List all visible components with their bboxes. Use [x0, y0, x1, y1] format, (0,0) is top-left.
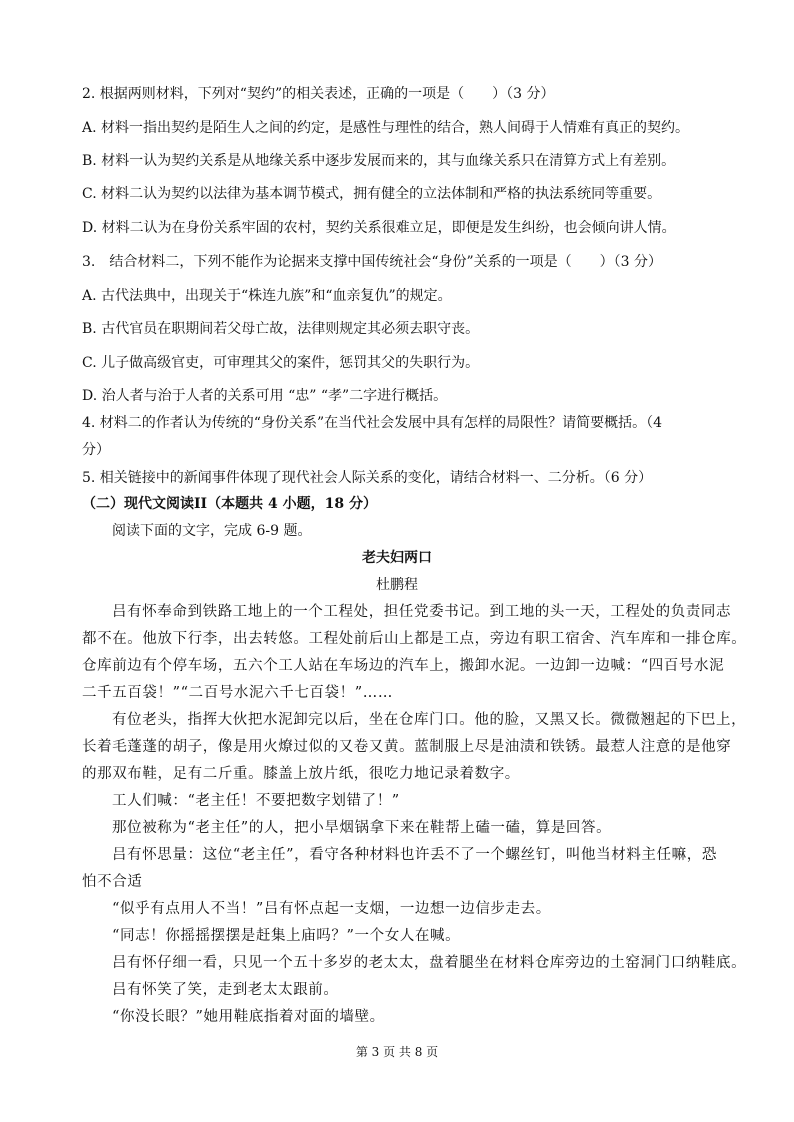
story-line: 吕有怀奉命到铁路工地上的一个工程处，担任党委书记。到工地的头一天，工程处的负责同志	[112, 604, 732, 620]
q2-option-b: B. 材料一认为契约关系是从地缘关系中逐步发展而来的，其与血缘关系只在清算方式上有差别。	[82, 153, 676, 169]
q3-option-c: C. 儿子做高级官吏，可审理其父的案件，惩罚其父的失职行为。	[82, 355, 480, 371]
q2-option-a: A. 材料一指出契约是陌生人之间的约定，是感性与理性的结合，熟人间碍于人情难有真正的契约。	[82, 120, 690, 136]
story-line: “似乎有点用人不当！”吕有怀点起一支烟，一边想一边信步走去。	[112, 901, 551, 917]
story-line: 那位被称为“老主任”的人，把小旱烟锅拿下来在鞋帮上磕一磕，算是回答。	[112, 820, 612, 836]
q3-option-d: D. 治人者与治于人者的关系可用 “忠” “孝”二字进行概括。	[82, 388, 448, 404]
section-instruction: 阅读下面的文字，完成 6-9 题。	[112, 523, 312, 539]
story-line: “同志！你摇摇摆摆是赶集上庙吗？”一个女人在喊。	[112, 928, 461, 944]
q2-option-c: C. 材料二认为契约以法律为基本调节模式，拥有健全的立法体制和严格的执法系统同等重要。	[82, 186, 662, 202]
story-title: 老夫妇两口	[362, 550, 432, 566]
page-footer: 第 3 页 共 8 页	[355, 1045, 439, 1059]
q2-option-d: D. 材料二认为在身份关系牢固的农村，契约关系很难立足，即便是发生纠纷，也会倾向讲人情。	[82, 220, 676, 236]
story-line: 怕不合适	[82, 874, 143, 890]
story-line: 都不在。他放下行李，出去转悠。工程处前后山上都是工点，旁边有职工宿舍、汽车库和一排仓库。	[82, 631, 747, 647]
story-author: 杜鹏程	[376, 577, 418, 593]
story-line: 的那双布鞋，足有二斤重。膝盖上放片纸，很吃力地记录着数字。	[82, 766, 520, 782]
story-line: 有位老头，指挥大伙把水泥卸完以后，坐在仓库门口。他的脸，又黑又长。微微翘起的下巴上，	[112, 712, 747, 728]
q4-line-1: 4. 材料二的作者认为传统的“身份关系”在当代社会发展中具有怎样的局限性？请简要概括。（4	[82, 415, 663, 431]
q5-stem: 5. 相关链接中的新闻事件体现了现代社会人际关系的变化，请结合材料一、二分析。（6 分）	[82, 470, 653, 486]
q3-option-a: A. 古代法典中，出现关于“株连九族”和“血亲复仇”的规定。	[82, 288, 452, 304]
q2-stem: 2. 根据两则材料，下列对“契约”的相关表述，正确的一项是（ ）（3 分）	[82, 86, 555, 102]
story-line: 吕有怀思量：这位“老主任”，看守各种材料也许丢不了一个螺丝钉，叫他当材料主任嘛，恐	[112, 847, 717, 863]
story-line: 工人们喊：“老主任！不要把数字划错了！”	[112, 793, 400, 809]
story-line: 二千五百袋！”“二百号水泥六千七百袋！”……	[82, 685, 393, 701]
story-line: 吕有怀仔细一看，只见一个五十多岁的老太太，盘着腿坐在材料仓库旁边的土窑洞门口纳鞋底。	[112, 955, 747, 971]
q3-stem: 3. 结合材料二，下列不能作为论据来支撑中国传统社会“身份”关系的一项是（ ）（3 分）	[82, 254, 663, 270]
story-line: 仓库前边有个停车场，五六个工人站在车场边的汽车上，搬卸水泥。一边卸一边喊：“四百号水泥	[82, 658, 725, 674]
story-line: 吕有怀笑了笑，走到老太太跟前。	[112, 982, 339, 998]
q3-option-b: B. 古代官员在职期间若父母亡故，法律则规定其必须去职守丧。	[82, 321, 480, 337]
story-line: 长着毛蓬蓬的胡子，像是用火燎过似的又卷又黄。蓝制服上尽是油渍和铁锈。最惹人注意的是他穿	[82, 739, 732, 755]
story-line: “你没长眼？”她用鞋底指着对面的墙壁。	[112, 1009, 385, 1025]
section-heading: （二）现代文阅读II（本题共 4 小题，18 分）	[82, 496, 377, 512]
q4-line-2: 分）	[82, 442, 110, 458]
